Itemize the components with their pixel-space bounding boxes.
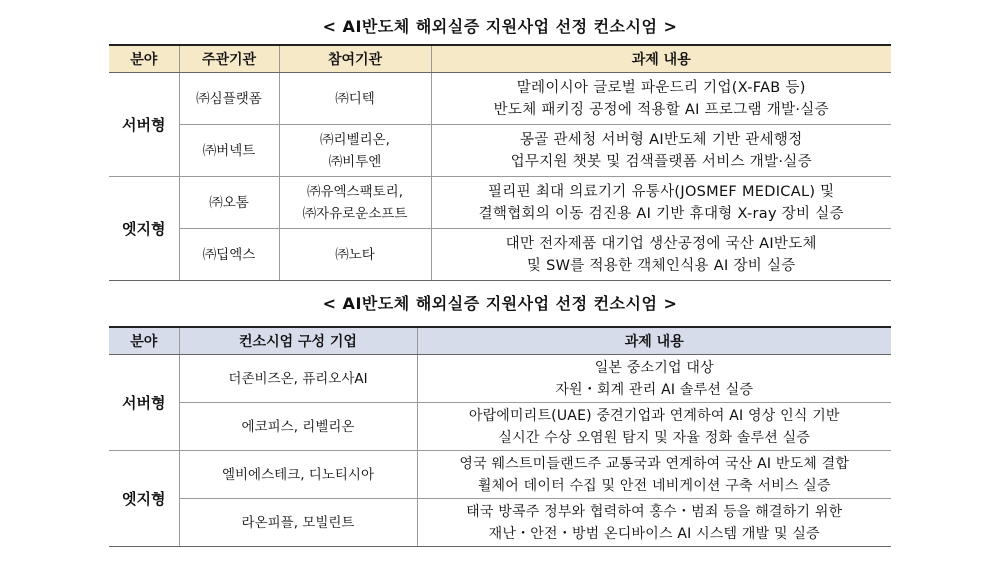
task-content: 몽골 관세청 서버형 AI반도체 기반 관세행정 업무지원 챗봇 및 검색플랫폼 서비스 개발·실증 <box>431 125 891 177</box>
task-content: 태국 방콕주 정부와 협력하여 홍수・범죄 등을 해결하기 위한 재난・안전・방범 온디바이스 AI 시스템 개발 및 실증 <box>417 499 891 547</box>
task-content: 영국 웨스트미들랜드주 교통국과 연계하여 국산 AI 반도체 결합 휠체어 데이터 수집 및 안전 네비게이션 구축 서비스 실증 <box>417 451 891 499</box>
table-row <box>109 125 891 177</box>
lead-org: ㈜오톰 <box>179 177 279 229</box>
header-task: 과제 내용 <box>417 327 891 355</box>
table-row <box>109 355 891 403</box>
table-row <box>109 403 891 451</box>
task-content: 필리핀 최대 의료기기 유통사(JOSMEF MEDICAL) 및 결핵협회의 이동 검진용 AI 기반 휴대형 X-ray 장비 실증 <box>431 177 891 229</box>
task-content: 아랍에미리트(UAE) 중견기업과 연계하여 AI 영상 인식 기반 실시간 수상 오염원 탐지 및 자율 정화 솔루션 실증 <box>417 403 891 451</box>
table-row <box>109 229 891 281</box>
partner-org: ㈜노타 <box>279 229 431 281</box>
category-server: 서버형 <box>109 355 179 451</box>
header-partner-org: 참여기관 <box>279 45 431 73</box>
category-edge: 엣지형 <box>109 177 179 281</box>
table-row <box>109 177 891 229</box>
task-content: 일본 중소기업 대상 자원・회계 관리 AI 솔루션 실증 <box>417 355 891 403</box>
table2-title: < AI반도체 해외실증 지원사업 선정 컨소시엄 > <box>322 294 678 313</box>
table-row <box>109 451 891 499</box>
category-server: 서버형 <box>109 73 179 177</box>
consortium-table-1 <box>109 44 891 281</box>
consortium-members: 엘비에스테크, 디노티시아 <box>179 451 417 499</box>
consortium-table-2 <box>109 326 891 547</box>
consortium-members: 더존비즈온, 퓨리오사AI <box>179 355 417 403</box>
header-consortium-members: 컨소시엄 구성 기업 <box>179 327 417 355</box>
header-field: 분야 <box>109 45 179 73</box>
lead-org: ㈜딥엑스 <box>179 229 279 281</box>
table1-title: < AI반도체 해외실증 지원사업 선정 컨소시엄 > <box>322 17 678 36</box>
category-edge: 엣지형 <box>109 451 179 547</box>
table-row <box>109 73 891 125</box>
partner-org: ㈜리벨리온, ㈜비투엔 <box>279 125 431 177</box>
consortium-members: 라온피플, 모빌린트 <box>179 499 417 547</box>
table-row <box>109 499 891 547</box>
lead-org: ㈜심플랫폼 <box>179 73 279 125</box>
lead-org: ㈜버넥트 <box>179 125 279 177</box>
header-field: 분야 <box>109 327 179 355</box>
partner-org: ㈜유엑스팩토리, ㈜자유로운소프트 <box>279 177 431 229</box>
header-lead-org: 주관기관 <box>179 45 279 73</box>
task-content: 말레이시아 글로벌 파운드리 기업(X-FAB 등) 반도체 패키징 공정에 적용할 AI 프로그램 개발·실증 <box>431 73 891 125</box>
partner-org: ㈜디텍 <box>279 73 431 125</box>
header-task: 과제 내용 <box>431 45 891 73</box>
consortium-members: 에코피스, 리벨리온 <box>179 403 417 451</box>
task-content: 대만 전자제품 대기업 생산공정에 국산 AI반도체 및 SW를 적용한 객체인식용 AI 장비 실증 <box>431 229 891 281</box>
